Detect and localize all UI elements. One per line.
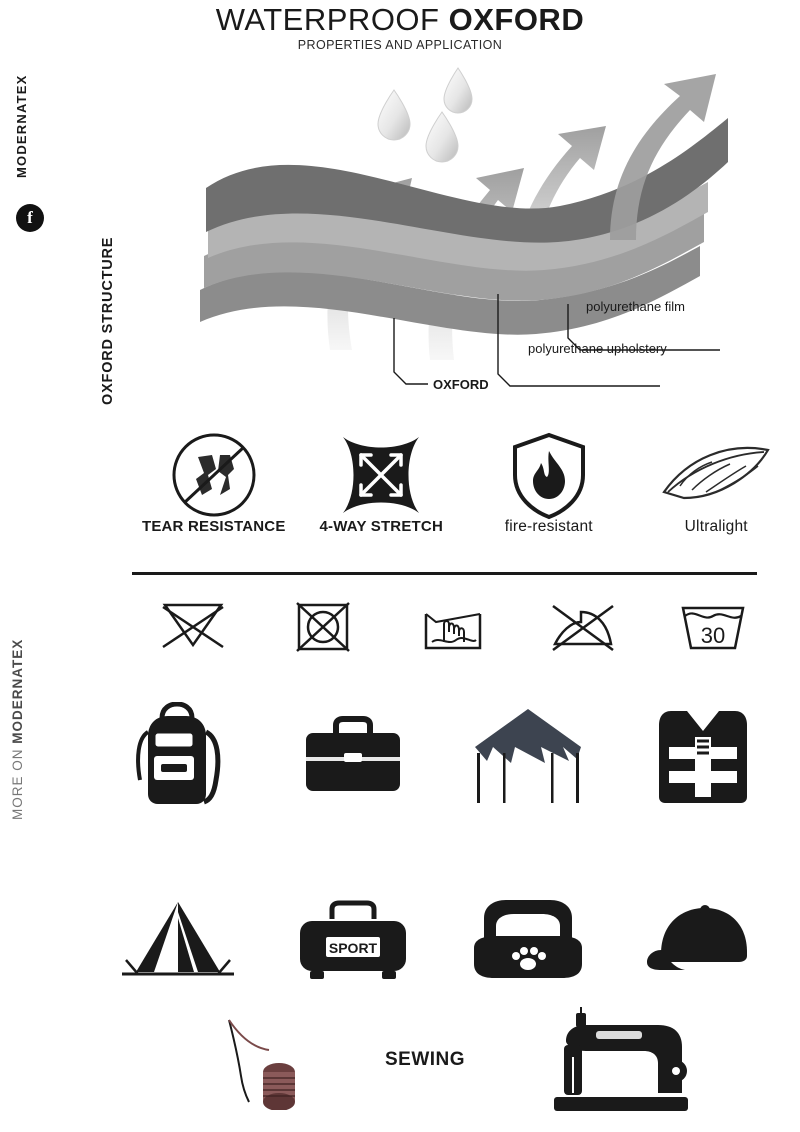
wash-temperature-label: 30 bbox=[700, 623, 726, 648]
application-backpack bbox=[90, 690, 265, 820]
property-label-ultralight: Ultralight bbox=[684, 518, 748, 535]
cap-icon bbox=[645, 902, 761, 978]
application-briefcase bbox=[265, 690, 440, 820]
oxford-structure-illustration bbox=[180, 50, 780, 400]
page-title bbox=[0, 2, 800, 38]
callout-label-polyurethane-upholstery: polyurethane upholstery bbox=[528, 341, 667, 356]
callout-label-polyurethane-film: polyurethane film bbox=[586, 299, 685, 314]
sewing-machine-icon bbox=[540, 1005, 700, 1115]
care-do-not-iron bbox=[518, 592, 648, 662]
four-way-stretch-icon bbox=[335, 432, 427, 518]
application-sport-bag bbox=[265, 880, 440, 1000]
sport-bag-icon bbox=[296, 897, 410, 983]
callout-label-oxford: OXFORD bbox=[433, 377, 489, 392]
do-not-iron-icon bbox=[549, 600, 617, 654]
applications-row-2 bbox=[90, 880, 790, 1000]
application-cap bbox=[615, 880, 790, 1000]
water-droplets bbox=[378, 68, 472, 162]
application-pet-bed bbox=[440, 880, 615, 1000]
wash-30-icon bbox=[677, 598, 749, 656]
sewing-machine bbox=[520, 1005, 720, 1115]
needle-thread-icon bbox=[215, 1010, 315, 1110]
property-ultralight bbox=[633, 432, 800, 562]
property-fire-resistant bbox=[465, 432, 633, 562]
camping-tent-icon bbox=[116, 898, 240, 982]
ultralight-feather-icon bbox=[658, 432, 774, 518]
property-4-way-stretch bbox=[298, 432, 466, 562]
more-on-brand: MODERNATEX bbox=[10, 638, 25, 744]
brand-rail bbox=[14, 18, 48, 248]
hand-wash-icon bbox=[422, 598, 484, 656]
briefcase-icon bbox=[300, 713, 406, 797]
title-light-part: WATERPROOF bbox=[215, 2, 449, 37]
section-label-more-on bbox=[10, 560, 25, 820]
care-symbols-row bbox=[128, 592, 778, 662]
pet-bed-icon bbox=[466, 896, 590, 984]
section-label-structure: OXFORD STRUCTURE bbox=[100, 236, 116, 405]
applications-row-1 bbox=[90, 690, 790, 820]
do-not-bleach-icon bbox=[157, 599, 229, 655]
section-divider bbox=[132, 572, 757, 575]
canopy-tent-icon bbox=[467, 703, 589, 807]
care-do-not-bleach bbox=[128, 592, 258, 662]
property-label-fire-resistant: fire-resistant bbox=[504, 518, 593, 535]
sewing-label: SEWING bbox=[384, 1049, 466, 1070]
fire-resistant-icon bbox=[503, 432, 595, 518]
title-bold-part: OXFORD bbox=[448, 2, 585, 37]
application-camping-tent bbox=[90, 880, 265, 1000]
life-vest-icon bbox=[653, 701, 753, 809]
care-hand-wash bbox=[388, 592, 518, 662]
property-label-4-way-stretch: 4-WAY STRETCH bbox=[319, 518, 443, 535]
property-tear-resistance bbox=[130, 432, 298, 562]
sewing-needle-thread bbox=[200, 1010, 330, 1110]
tear-resistance-icon bbox=[168, 432, 260, 518]
sewing-row bbox=[200, 1005, 720, 1115]
properties-row bbox=[130, 432, 800, 562]
care-do-not-tumble-dry bbox=[258, 592, 388, 662]
application-life-vest bbox=[615, 690, 790, 820]
application-canopy-tent bbox=[440, 690, 615, 820]
backpack-icon bbox=[128, 702, 228, 808]
do-not-tumble-dry-icon bbox=[293, 599, 353, 655]
property-label-tear-resistance: TEAR RESISTANCE bbox=[141, 518, 286, 535]
care-wash-30 bbox=[648, 592, 778, 662]
sport-bag-text: SPORT bbox=[328, 940, 377, 956]
fabric-layers-svg bbox=[180, 50, 780, 400]
facebook-icon[interactable]: f bbox=[16, 204, 44, 232]
page-subtitle: PROPERTIES AND APPLICATION bbox=[297, 38, 503, 52]
brand-name: MODERNATEX bbox=[14, 74, 29, 178]
more-on-prefix: MORE ON bbox=[10, 743, 25, 820]
